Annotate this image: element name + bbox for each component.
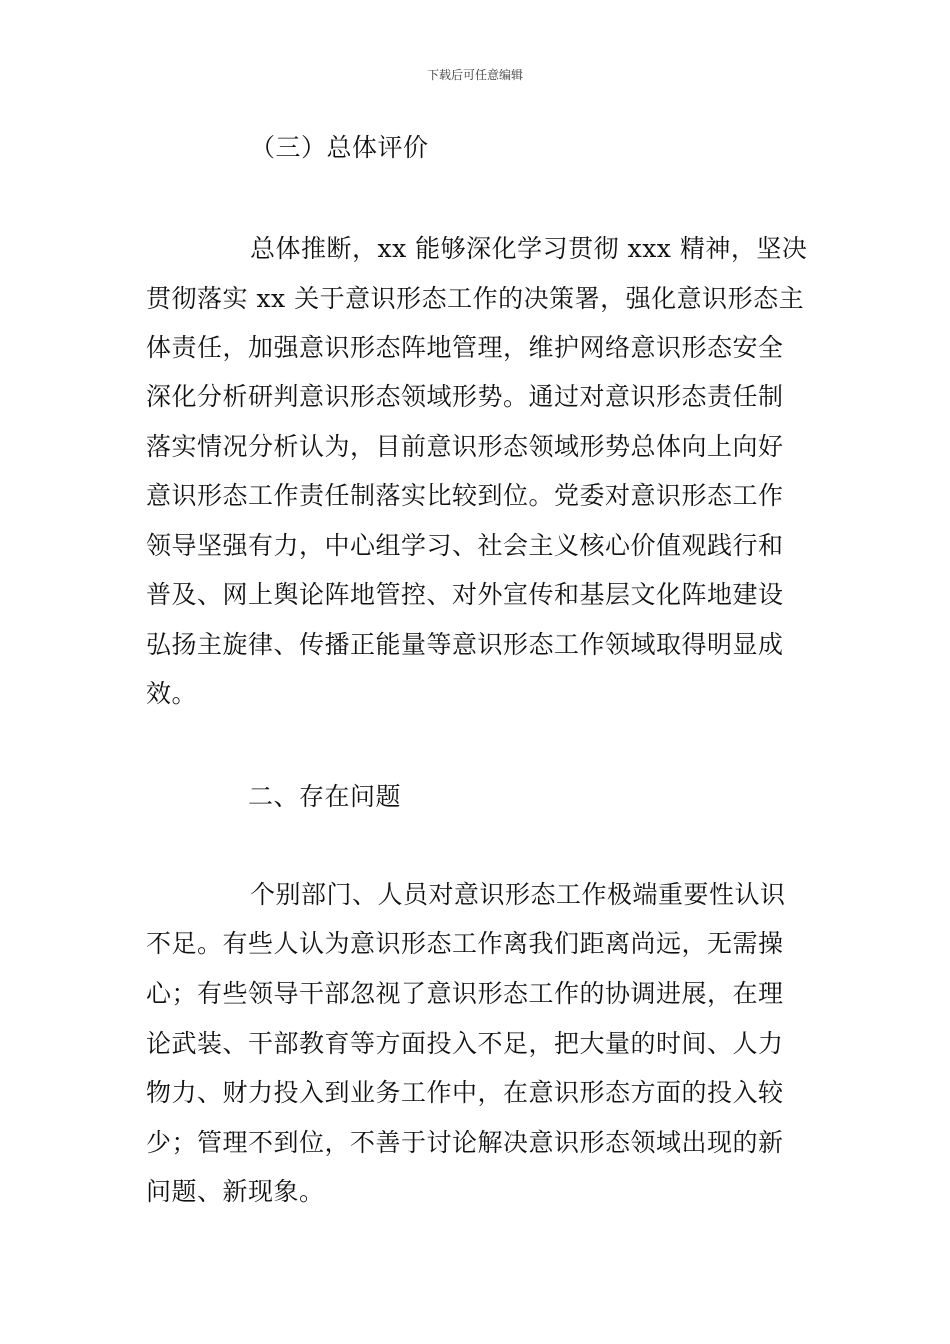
- paragraph-line: 心；有些领导干部忽视了意识形态工作的协调进展，在理: [146, 979, 784, 1008]
- paragraph-line: 普及、网上舆论阵地管控、对外宣传和基层文化阵地建设: [146, 580, 784, 609]
- paragraph-line: 领导坚强有力，中心组学习、社会主义核心价值观践行和: [146, 531, 784, 560]
- paragraph-line: 问题、新现象。: [146, 1177, 325, 1206]
- paragraph-line: 落实情况分析认为，目前意识形态领域形势总体向上向好: [146, 432, 784, 461]
- section-heading-overall-evaluation: （三）总体评价: [250, 133, 429, 162]
- paragraph-line: 个别部门、人员对意识形态工作极端重要性认识: [250, 880, 786, 909]
- paragraph-line: 论武装、干部教育等方面投入不足，把大量的时间、人力: [146, 1029, 784, 1058]
- paragraph-line: 深化分析研判意识形态领域形势。通过对意识形态责任制: [146, 382, 784, 411]
- paragraph-line: 体责任，加强意识形态阵地管理，维护网络意识形态安全: [146, 333, 784, 362]
- paragraph-line: 少；管理不到位，不善于讨论解决意识形态领域出现的新: [146, 1128, 784, 1157]
- paragraph-line: 贯彻落实 xx 关于意识形态工作的决策署，强化意识形态主: [146, 284, 805, 313]
- paragraph-line: 意识形态工作责任制落实比较到位。党委对意识形态工作: [146, 481, 784, 510]
- paragraph-line: 不足。有些人认为意识形态工作离我们距离尚远，无需操: [146, 929, 784, 958]
- header-note: 下载后可任意编辑: [426, 68, 523, 82]
- paragraph-line: 总体推断，xx 能够深化学习贯彻 xxx 精神，坚决: [250, 234, 808, 263]
- paragraph-line: 弘扬主旋律、传播正能量等意识形态工作领域取得明显成: [146, 630, 784, 659]
- section-heading-existing-problems: 二、存在问题: [248, 782, 402, 811]
- paragraph-line: 物力、财力投入到业务工作中，在意识形态方面的投入较: [146, 1078, 784, 1107]
- paragraph-line: 效。: [146, 679, 198, 708]
